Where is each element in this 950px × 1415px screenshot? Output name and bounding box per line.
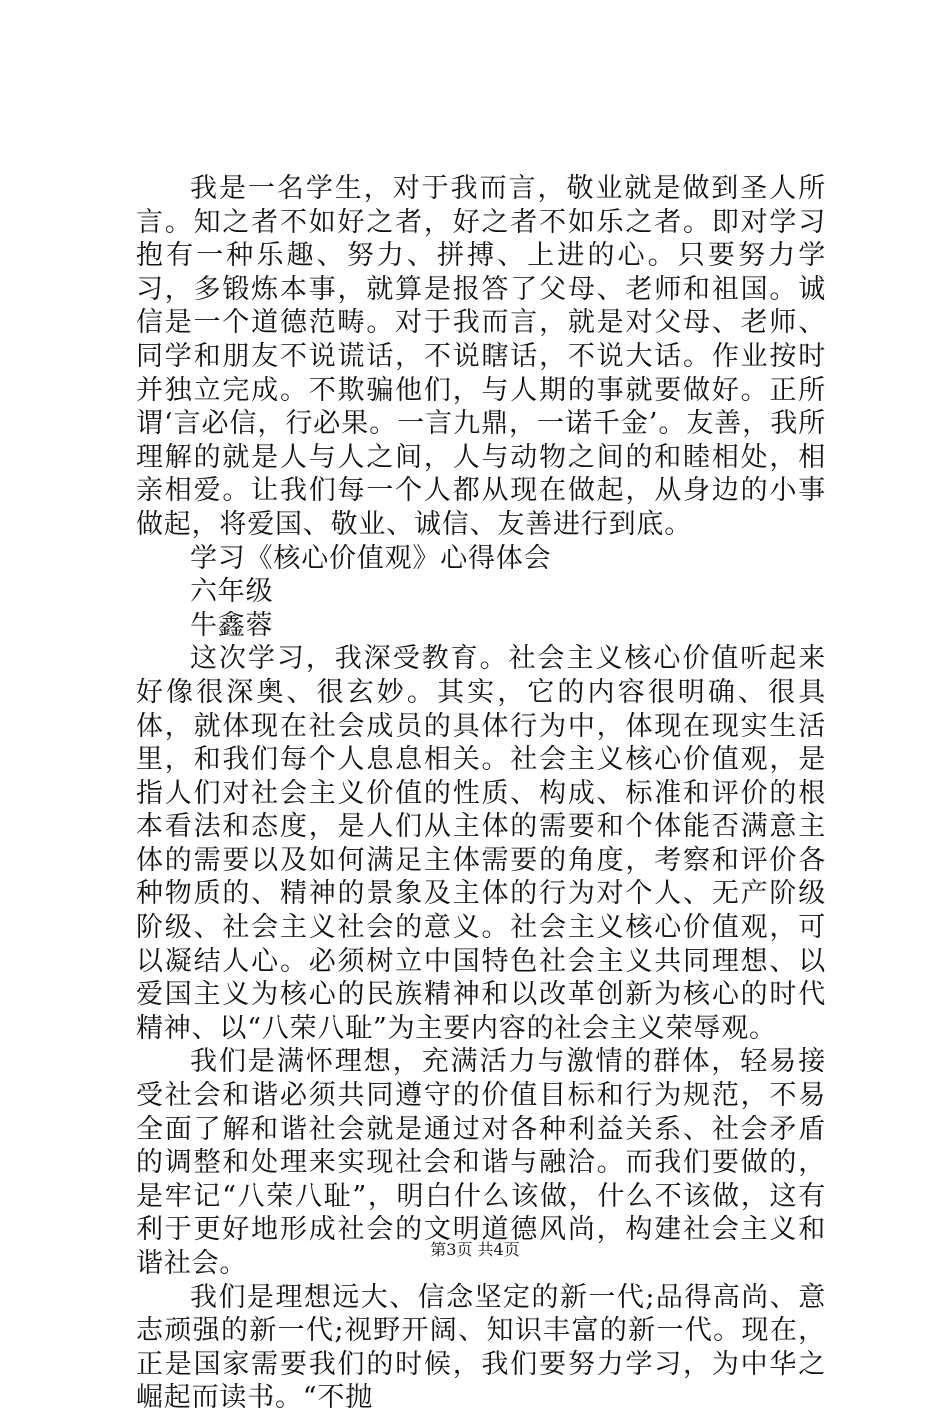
document-body xyxy=(136,172,826,1415)
paragraph-new-generation: 我们是理想远大、信念坚定的新一代;品得高尚、意志顽强的新一代;视野开阔、知识丰富的新一代。现在，正是国家需要我们的时候，我们要努力学习，为中华之崛起而读书。“不抛 xyxy=(136,1281,826,1414)
author-grade: 六年级 xyxy=(190,576,274,608)
essay-title: 学习《核心价值观》心得体会 xyxy=(190,542,552,574)
author-name: 牛鑫蓉 xyxy=(190,609,274,641)
paragraph-dedication: 我是一名学生，对于我而言，敬业就是做到圣人所言。知之者不如好之者，好之者不如乐之者。即对学习抱有一种乐趣、努力、拼搏、上进的心。只要努力学习，多锻炼本事，就算是报答了父母、老师和祖国。诚信是一个道德范畴。对于我而言，就是对父母、老师、同学和朋友不说谎话，不说瞎话，不说大话。作业按时并独立完成。不欺骗他们，与人期的事就要做好。正所谓‘言必信，行必果。一言九鼎，一诺千金’。友善，我所理解的就是人与人之间，人与动物之间的和睦相处，相亲相爱。让我们每一个人都从现在做起，从身边的小事做起，将爱国、敬业、诚信、友善进行到底。 xyxy=(136,173,826,540)
paragraph-learning: 这次学习，我深受教育。社会主义核心价值听起来好像很深奥、很玄妙。其实，它的内容很明确、很具体，就体现在社会成员的具体行为中，体现在现实生活里，和我们每个人息息相关。社会主义核心价值观，是指人们对社会主义价值的性质、构成、标准和评价的根本看法和态度，是人们从主体的需要和个体能否满意主体的需要以及如何满足主体需要的角度，考察和评价各种物质的、精神的景象及主体的行为对个人、无产阶级阶级、社会主义社会的意义。社会主义核心价值观，可以凝结人心。必须树立中国特色社会主义共同理想、以爱国主义为核心的民族精神和以改革创新为核心的时代精神、以“八荣八耻”为主要内容的社会主义荣辱观。 xyxy=(136,643,826,1044)
page-number-footer: 第3页 共4页 xyxy=(430,1240,520,1259)
paragraph-ideals: 我们是满怀理想，充满活力与激情的群体，轻易接受社会和谐必须共同遵守的价值目标和行为规范，不易全面了解和谐社会就是通过对各种利益关系、社会矛盾的调整和处理来实现社会和谐与融洽。而我们要做的，是牢记“八荣八耻”，明白什么该做，什么不该做，这有利于更好地形成社会的文明道德风尚，构建社会主义和谐社会。 xyxy=(136,1046,826,1279)
